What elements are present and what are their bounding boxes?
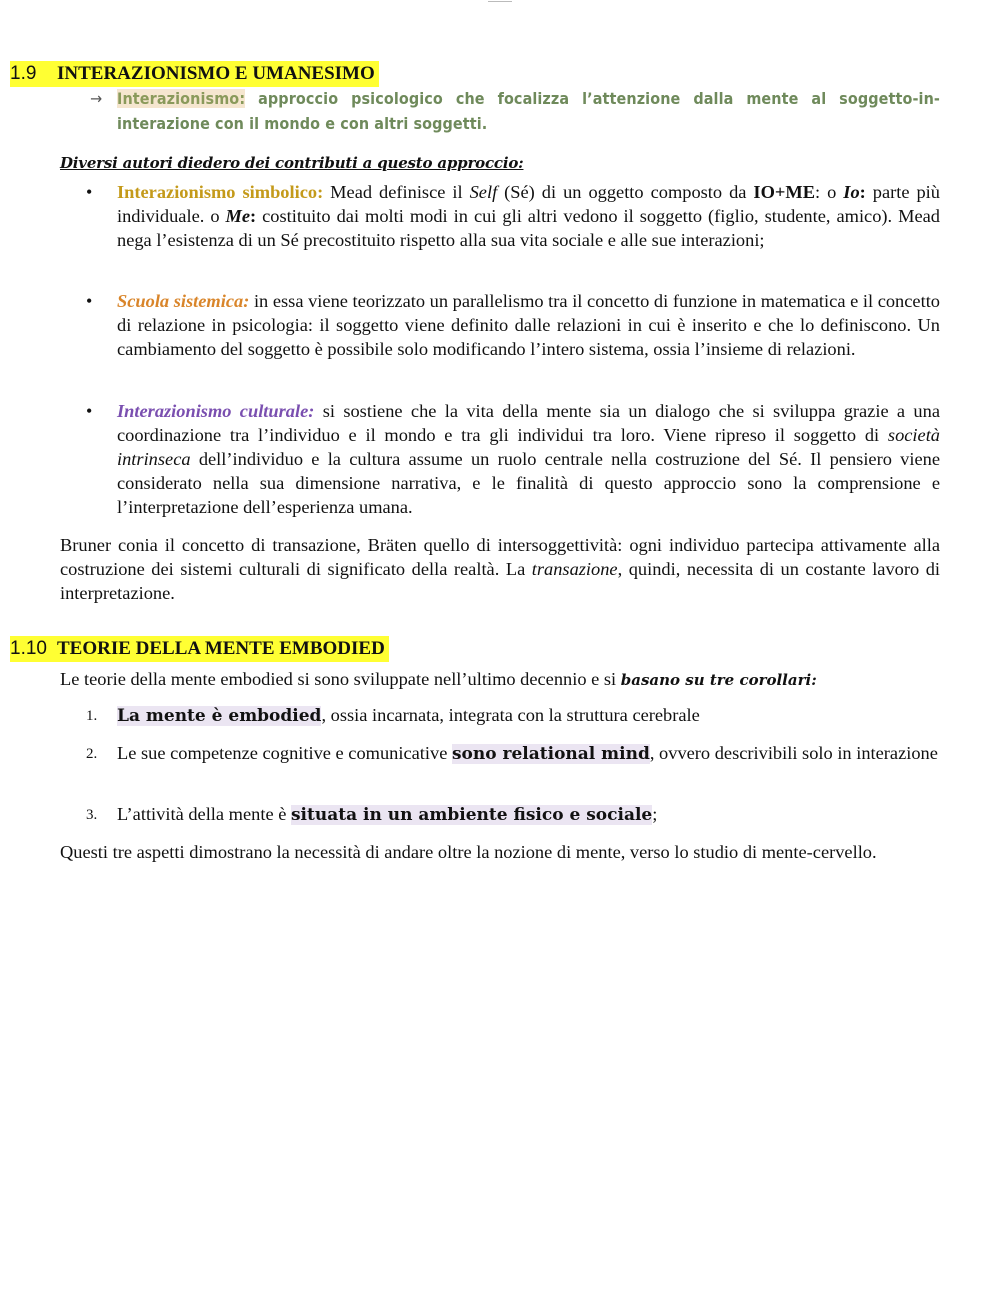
section-title: TEORIE DELLA MENTE EMBODIED — [57, 638, 385, 659]
text-run: basano su tre corollari: — [620, 671, 817, 689]
text-run: Le sue competenze cognitive e comunicative — [117, 743, 452, 763]
bullet-item-interazionismo-culturale — [117, 399, 940, 519]
bullet-glyph: • — [86, 401, 93, 421]
text-run: Le teorie della mente embodied si sono sviluppate nell’ultimo decennio e si — [60, 669, 621, 689]
text-run: Self — [469, 182, 498, 202]
list-number: 1. — [86, 708, 98, 724]
text-run: Io — [843, 182, 860, 202]
right-arrow-icon: → — [90, 89, 103, 108]
definition-text — [117, 86, 940, 136]
text-run: transazione — [531, 559, 618, 579]
text-run: costituito dai molti modi in cui gli altri vedono il soggetto (figlio, studente, amico). Mead nega l’esistenza di un Sé precostituito rispetto alla sua vita sociale e alle sue interazioni; — [117, 206, 940, 250]
text-run: dell’individuo e la cultura assume un ruolo centrale nella costruzione del Sé. Il pensiero viene considerato nella sua dimensione narrativa, e le finalità di questo approccio sono la comprensione e l’interpretazione dell’esperienza umana. — [117, 449, 940, 517]
numbered-item — [117, 802, 940, 827]
text-run: , ovvero descrivibili solo in interazione — [649, 743, 938, 763]
bullet-glyph: • — [86, 182, 93, 202]
text-run: , quindi, necessita di un costante lavoro di interpretazione. — [60, 559, 940, 603]
page-header-mark — [488, 0, 512, 3]
numbered-item — [117, 703, 940, 728]
text-run: Bruner conia il concetto di transazione, Bräten quello di intersoggettività: ogni individuo partecipa attivamente alla costruzione dei sistemi culturali di significato della realtà. La — [60, 535, 940, 579]
text-run: si sostiene che la vita della mente sia un dialogo che si sviluppa grazie a una coordinazione tra l’individuo e il mondo e tra gli individui tra loro. Viene ripreso il soggetto di — [117, 401, 940, 445]
text-run: ; — [652, 804, 658, 824]
list-number: 2. — [86, 746, 98, 762]
text-run: in essa viene teorizzato un parallelismo tra il concetto di funzione in matematica e il concetto di relazione in psicologia: il soggetto viene definito dalle relazioni in cui è inserito e che lo definiscono. Un cambiamento del soggetto è possibile solo modificando l’intero sistema, ossia l’insieme di relazioni. — [117, 291, 940, 359]
bullet-term: Scuola sistemica: — [117, 291, 250, 311]
highlighted-text: La mente è embodied — [117, 706, 322, 726]
section-heading-1-9 — [10, 61, 379, 87]
section-number: 1.10 — [10, 638, 47, 659]
section-heading-1-10 — [10, 636, 389, 662]
text-run: Me — [225, 206, 251, 226]
text-run: società intrinseca — [117, 425, 940, 469]
bullet-term: Interazionismo culturale: — [117, 401, 315, 421]
highlighted-text: situata in un ambiente fisico e sociale — [290, 805, 653, 825]
definition-line — [90, 86, 940, 136]
highlighted-text: sono relational mind — [451, 744, 650, 764]
list-number: 3. — [86, 807, 98, 823]
definition-body: approccio psicologico che focalizza l’attenzione dalla mente al soggetto-in-interazione con il mondo e con altri soggetti. — [117, 89, 940, 133]
text-run: : — [250, 206, 257, 226]
text-run: : — [859, 182, 866, 202]
closing-paragraph-1-10: Questi tre aspetti dimostrano la necessità di andare oltre la nozione di mente, verso lo studio di mente-cervello. — [60, 842, 877, 862]
bullet-item-interazionismo-simbolico — [117, 180, 940, 252]
text-run: , ossia incarnata, integrata con la struttura cerebrale — [321, 705, 700, 725]
authors-intro: Diversi autori diedero dei contributi a questo approccio: — [60, 154, 524, 172]
definition-term: Interazionismo — [117, 89, 240, 108]
text-run: parte più individuale. o — [117, 182, 940, 226]
text-run: L’attività della mente è — [117, 804, 291, 824]
section-number: 1.9 — [10, 63, 37, 84]
closing-paragraph-1-9 — [60, 533, 940, 605]
text-run: Mead definisce il — [323, 182, 470, 202]
bullet-item-scuola-sistemica — [117, 289, 940, 361]
numbered-item — [117, 741, 940, 766]
section-title: INTERAZIONISMO E UMANESIMO — [57, 63, 375, 84]
intro-paragraph-1-10 — [60, 667, 940, 692]
text-run: (Sé) di un oggetto composto da — [497, 182, 754, 202]
definition-colon: : — [239, 89, 246, 108]
text-run: IO+ME — [753, 182, 815, 202]
bullet-term: Interazionismo simbolico: — [117, 182, 324, 202]
text-run: : o — [815, 182, 844, 202]
bullet-glyph: • — [86, 291, 93, 311]
